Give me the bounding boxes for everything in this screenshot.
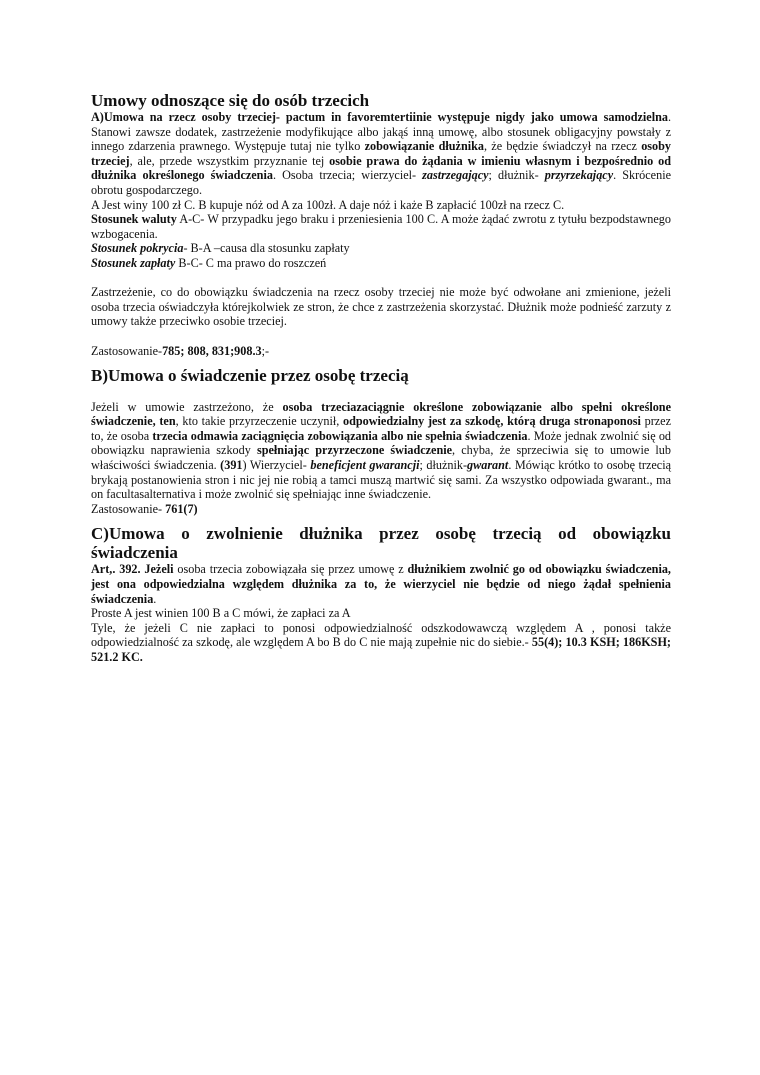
text-run: Zastrzeżenie, co do obowiązku świadczenia na rzecz osoby trzeciej nie może być odwołane ani zmienione, jeżeli osoba trzecia oświadczyła którejkolwiek ze stron, że chce z zastrzeżenia skorzystać. Dłużnik może podnieść zarzuty z umowy także przeciwko osobie trzeciej. <box>91 285 671 329</box>
text-run: A-C- W przypadku jego braku i przeniesienia 100 C. A może żądać zwrotu z tytułu bezpodstawnego wzbogacenia. <box>91 212 671 241</box>
text-run: osoby trzeciej <box>91 139 671 168</box>
text-run: odpowiedzialny jest za szkodę, którą druga stronaponosi <box>343 414 641 429</box>
text-run: osoba trzeciazaciągnie określone zobowiązanie albo spełni określone świadczenie, ten <box>91 399 671 429</box>
text-run: gwarant <box>467 458 509 473</box>
text-run: Tyle, że jeżeli C nie zapłaci to ponosi odpowiedzialność odszkodowawczą względem A , ponosi także odpowiedzialność za szkodę, ale względem A bo B do C nie mają zupełnie nic do siebie.- <box>91 620 671 650</box>
section-2-zastosowanie <box>91 502 671 517</box>
text-run: dłużnikiem zwolnić go od obowiązku świadczenia, jest ona odpowiedzialna względem dłużnika za to, że wierzyciel nie będzie od niego żądał spełnienia świadczenia <box>91 562 671 606</box>
section-3-title: C)Umowa o zwolnienie dłużnika przez osobę trzecią od obowiązku świadczenia <box>91 524 671 563</box>
section-1-stosunek-waluty <box>91 212 671 241</box>
section-1-zastosowanie <box>91 344 671 359</box>
text-run: . Mówiąc krótko to osobę trzecią brykają postanowienia stron i nic jej nie robią a tamci muszą martwić się sami. Za wszystko odpowiada gwarant., ma on facultasalternativa i może zwolnić się spełniając inne świadczenie. <box>91 458 671 502</box>
section-3-art-392 <box>91 562 671 606</box>
text-run: , kto takie przyrzeczenie uczynił, <box>175 414 343 429</box>
text-run: B-C- C ma prawo do roszczeń <box>175 255 327 270</box>
text-run: , chyba, że sprzeciwia się to umowie lub właściwości świadczenia. <box>91 443 671 473</box>
text-run: . <box>153 591 157 606</box>
text-run: ) Wierzyciel- <box>242 458 311 473</box>
text-run: . Może jednak zwolnić się od obowiązku naprawienia szkody <box>91 428 672 458</box>
text-run: ;- <box>261 343 270 358</box>
document-page <box>91 92 671 665</box>
text-run: ; dłużnik- <box>488 168 545 183</box>
text-run: trzecia odmawia zaciągnięcia zobowiązania albo nie spełnia świadczenia <box>152 428 528 443</box>
text-run: przyrzekający <box>544 168 614 183</box>
section-3-conclusion <box>91 621 671 665</box>
text-run: osobie prawa do żądania w imieniu własnym i bezpośrednio od dłużnika określonego świadczenia <box>91 153 671 183</box>
text-run: osoba trzecia zobowiązała się przez umowę z <box>173 562 408 577</box>
text-run: (391 <box>220 458 243 473</box>
text-run: - B-A –causa dla stosunku zapłaty <box>183 241 350 256</box>
text-run: A)Umowa na rzecz osoby trzeciej- pactum in favoremtertiinie występuje nigdy jako umowa samodzielna <box>91 110 668 124</box>
section-1-intro <box>91 110 671 198</box>
text-run: 55(4); 10.3 KSH; 186KSH; 521.2 KC. <box>91 635 671 664</box>
text-run: zastrzegający <box>422 168 489 183</box>
text-run: zobowiązanie dłużnika <box>364 139 484 154</box>
section-2-body <box>91 400 671 502</box>
text-run: , ale, przede wszystkim przyznanie tej <box>129 153 330 168</box>
text-run: 785; 808, 831;908.3 <box>162 343 262 358</box>
section-2-title: B)Umowa o świadczenie przez osobę trzecią <box>91 366 409 386</box>
text-run: Proste A jest winien 100 B a C mówi, że zapłaci za A <box>91 606 351 621</box>
text-run: Zastosowanie- <box>91 343 163 358</box>
text-run: Stosunek pokrycia <box>91 241 184 256</box>
text-run: , że będzie świadczył na rzecz <box>483 139 642 154</box>
text-run: A Jest winy 100 zł C. B kupuje nóż od A za 100zł. A daje nóż i każe B zapłacić 100zł na rzecz C. <box>91 197 565 212</box>
text-run: . Skrócenie obrotu gospodarczego. <box>91 168 671 197</box>
section-1-stosunek-zaplaty <box>91 256 671 271</box>
text-run: . Osoba trzecia; wierzyciel- <box>272 168 423 183</box>
text-run: przez to, że osoba <box>91 414 672 443</box>
section-1-title: Umowy odnoszące się do osób trzecich <box>91 91 370 110</box>
text-run: . Stanowi zawsze dodatek, zastrzeżenie modyfikujące albo jakąś inną umowę, albo stosunek obligacyjny powstały z innego zdarzenia prawnego. Występuje tutaj nie tylko <box>91 110 671 154</box>
text-run: Stosunek zapłaty <box>91 255 176 270</box>
text-run: Stosunek waluty <box>91 212 177 227</box>
text-run: beneficjent gwarancji <box>310 458 420 473</box>
section-1-example <box>91 198 671 213</box>
text-run: Zastosowanie- <box>91 501 166 516</box>
text-run: spełniając przyrzeczone świadczenie <box>256 443 453 458</box>
section-1-stosunek-pokrycia <box>91 241 671 256</box>
section-1-zastrzezenie <box>91 285 671 329</box>
text-run: 761(7) <box>165 501 198 516</box>
section-3-example <box>91 606 671 621</box>
text-run: Jeżeli w umowie zastrzeżono, że <box>91 399 283 414</box>
text-run: Art,. 392. Jeżeli <box>91 562 174 577</box>
text-run: ; dłużnik- <box>419 458 467 473</box>
